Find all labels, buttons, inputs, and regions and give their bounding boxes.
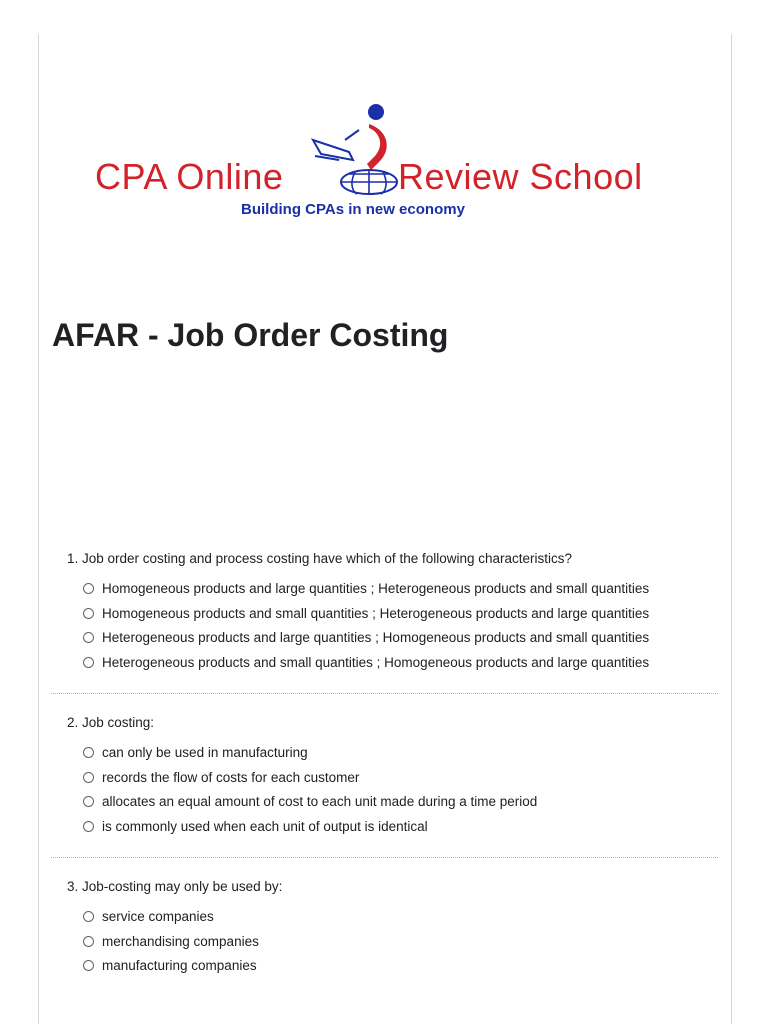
question-text: 3. Job-costing may only be used by: (67, 879, 283, 894)
answer-option[interactable] (83, 765, 721, 790)
radio-button[interactable] (83, 911, 94, 922)
answer-option[interactable] (83, 814, 721, 839)
option-label: Heterogeneous products and small quantities ; Homogeneous products and large quantities (102, 654, 650, 670)
radio-button[interactable] (83, 796, 94, 807)
option-label: Heterogeneous products and large quantities ; Homogeneous products and small quantities (102, 630, 650, 646)
option-label: records the flow of costs for each customer (102, 769, 360, 785)
radio-button[interactable] (83, 960, 94, 971)
radio-button[interactable] (83, 608, 94, 619)
radio-button[interactable] (83, 747, 94, 758)
radio-button[interactable] (83, 583, 94, 594)
question-divider (51, 693, 718, 694)
answer-option[interactable] (83, 625, 721, 650)
option-label: manufacturing companies (102, 958, 257, 974)
radio-button[interactable] (83, 772, 94, 783)
answer-option[interactable] (83, 904, 721, 929)
question-text: 2. Job costing: (67, 715, 155, 730)
radio-button[interactable] (83, 657, 94, 668)
radio-button[interactable] (83, 936, 94, 947)
brand-name-right: Review School (398, 156, 643, 197)
option-label: can only be used in manufacturing (102, 744, 308, 760)
radio-button[interactable] (83, 632, 94, 643)
option-label: Homogeneous products and small quantities ; Heterogeneous products and large quantities (102, 605, 650, 621)
option-label: merchandising companies (102, 933, 259, 949)
option-label: Homogeneous products and large quantities ; Heterogeneous products and small quantities (102, 580, 650, 596)
option-label: is commonly used when each unit of output is identical (102, 818, 428, 834)
page-title: AFAR - Job Order Costing (52, 317, 449, 353)
question-2 (67, 715, 721, 839)
answer-option[interactable] (83, 929, 721, 954)
question-3 (67, 879, 721, 978)
answer-option[interactable] (83, 789, 721, 814)
answer-option[interactable] (83, 650, 721, 675)
answer-option[interactable] (83, 576, 721, 601)
form-sheet (38, 34, 732, 1024)
question-text: 1. Job order costing and process costing have which of the following characteristics? (67, 551, 573, 566)
question-1 (67, 551, 721, 675)
option-label: service companies (102, 908, 214, 924)
answer-option[interactable] (83, 601, 721, 626)
brand-name-left: CPA Online (95, 156, 284, 197)
option-label: allocates an equal amount of cost to each unit made during a time period (102, 794, 538, 810)
header-banner (55, 34, 715, 279)
brand-tagline: Building CPAs in new economy (241, 201, 465, 218)
answer-option[interactable] (83, 740, 721, 765)
answer-option[interactable] (83, 953, 721, 978)
question-divider (51, 857, 718, 858)
radio-button[interactable] (83, 821, 94, 832)
